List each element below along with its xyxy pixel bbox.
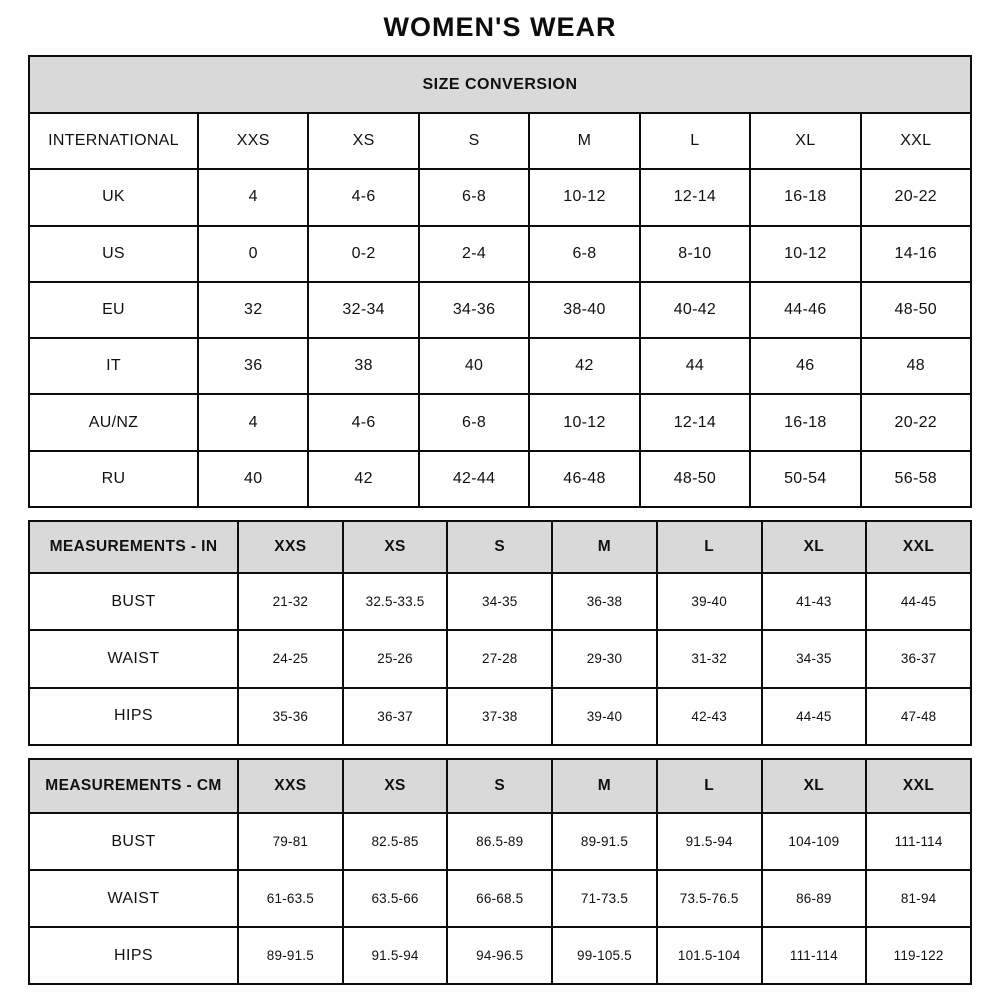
row-label: INTERNATIONAL [29, 113, 198, 169]
table-row [29, 759, 971, 813]
measurements-cm-table [28, 758, 972, 985]
table-cell: 25-26 [343, 630, 448, 687]
table-cell: 14-16 [861, 226, 971, 282]
table-cell: XXL [866, 521, 971, 573]
table-cell: 41-43 [762, 573, 867, 630]
table-row [29, 282, 971, 338]
table-cell: 4 [198, 394, 308, 450]
table-cell: XS [343, 759, 448, 813]
table-row [29, 226, 971, 282]
table-cell: 10-12 [750, 226, 860, 282]
row-label: HIPS [29, 927, 238, 984]
table-cell: 34-36 [419, 282, 529, 338]
row-label: WAIST [29, 870, 238, 927]
table-cell: 32 [198, 282, 308, 338]
table-cell: 0-2 [308, 226, 418, 282]
table-cell: 27-28 [447, 630, 552, 687]
table-cell: 12-14 [640, 169, 750, 225]
table-cell: XS [308, 113, 418, 169]
table-cell: 40-42 [640, 282, 750, 338]
table-row [29, 630, 971, 687]
table-cell: 104-109 [762, 813, 867, 870]
table-cell: 10-12 [529, 394, 639, 450]
row-label: UK [29, 169, 198, 225]
size-conversion-table [28, 55, 972, 508]
table-cell: S [419, 113, 529, 169]
table-row [29, 813, 971, 870]
section-header: SIZE CONVERSION [29, 56, 971, 113]
row-label: WAIST [29, 630, 238, 687]
table-cell: 82.5-85 [343, 813, 448, 870]
table-cell: XXL [866, 759, 971, 813]
table-cell: 6-8 [419, 169, 529, 225]
table-cell: S [447, 521, 552, 573]
table-cell: 48-50 [861, 282, 971, 338]
table-cell: 36-38 [552, 573, 657, 630]
table-cell: 86-89 [762, 870, 867, 927]
table-cell: 73.5-76.5 [657, 870, 762, 927]
table-cell: 119-122 [866, 927, 971, 984]
row-label: EU [29, 282, 198, 338]
table-cell: 86.5-89 [447, 813, 552, 870]
row-label: BUST [29, 813, 238, 870]
section-header: MEASUREMENTS - CM [29, 759, 238, 813]
table-cell: 111-114 [762, 927, 867, 984]
table-row [29, 573, 971, 630]
table-cell: 63.5-66 [343, 870, 448, 927]
table-cell: XL [762, 759, 867, 813]
table-cell: 61-63.5 [238, 870, 343, 927]
table-cell: 42-44 [419, 451, 529, 507]
table-cell: 39-40 [552, 688, 657, 745]
table-cell: 20-22 [861, 394, 971, 450]
table-cell: 47-48 [866, 688, 971, 745]
table-cell: XXL [861, 113, 971, 169]
table-cell: 31-32 [657, 630, 762, 687]
table-cell: 42 [308, 451, 418, 507]
table-row [29, 338, 971, 394]
table-cell: 4 [198, 169, 308, 225]
table-cell: 40 [198, 451, 308, 507]
table-cell: 44-45 [762, 688, 867, 745]
page-title: WOMEN'S WEAR [383, 12, 617, 42]
table-row [29, 688, 971, 745]
table-cell: 37-38 [447, 688, 552, 745]
row-label: AU/NZ [29, 394, 198, 450]
table-cell: 42 [529, 338, 639, 394]
table-cell: 89-91.5 [238, 927, 343, 984]
table-cell: L [657, 521, 762, 573]
table-cell: 10-12 [529, 169, 639, 225]
table-row [29, 56, 971, 113]
table-cell: 16-18 [750, 394, 860, 450]
table-cell: 12-14 [640, 394, 750, 450]
table-cell: XXS [238, 521, 343, 573]
table-cell: 40 [419, 338, 529, 394]
table-row [29, 451, 971, 507]
section-header: MEASUREMENTS - IN [29, 521, 238, 573]
table-cell: 36-37 [343, 688, 448, 745]
table-cell: 48-50 [640, 451, 750, 507]
table-cell: 94-96.5 [447, 927, 552, 984]
table-cell: 46-48 [529, 451, 639, 507]
table-cell: 71-73.5 [552, 870, 657, 927]
table-cell: M [529, 113, 639, 169]
table-cell: 29-30 [552, 630, 657, 687]
measurements-in-table [28, 520, 972, 746]
table-cell: XL [762, 521, 867, 573]
row-label: HIPS [29, 688, 238, 745]
table-row [29, 113, 971, 169]
table-cell: 8-10 [640, 226, 750, 282]
table-cell: 99-105.5 [552, 927, 657, 984]
table-cell: 16-18 [750, 169, 860, 225]
table-cell: 2-4 [419, 226, 529, 282]
table-cell: 0 [198, 226, 308, 282]
table-row [29, 169, 971, 225]
table-cell: 20-22 [861, 169, 971, 225]
table-cell: 21-32 [238, 573, 343, 630]
table-cell: 44-45 [866, 573, 971, 630]
table-cell: XL [750, 113, 860, 169]
table-cell: 39-40 [657, 573, 762, 630]
table-cell: 4-6 [308, 394, 418, 450]
table-cell: 32-34 [308, 282, 418, 338]
table-row [29, 870, 971, 927]
table-cell: 44-46 [750, 282, 860, 338]
table-cell: 46 [750, 338, 860, 394]
table-cell: 50-54 [750, 451, 860, 507]
table-cell: 32.5-33.5 [343, 573, 448, 630]
table-cell: 44 [640, 338, 750, 394]
table-cell: 79-81 [238, 813, 343, 870]
table-cell: 36-37 [866, 630, 971, 687]
table-cell: 42-43 [657, 688, 762, 745]
table-row [29, 521, 971, 573]
row-label: IT [29, 338, 198, 394]
table-cell: 89-91.5 [552, 813, 657, 870]
table-cell: 38-40 [529, 282, 639, 338]
table-cell: 81-94 [866, 870, 971, 927]
table-cell: XXS [238, 759, 343, 813]
table-cell: 4-6 [308, 169, 418, 225]
table-cell: M [552, 521, 657, 573]
table-cell: S [447, 759, 552, 813]
row-label: RU [29, 451, 198, 507]
table-row [29, 927, 971, 984]
table-cell: XS [343, 521, 448, 573]
table-cell: L [657, 759, 762, 813]
table-cell: 111-114 [866, 813, 971, 870]
table-row [29, 394, 971, 450]
table-cell: 38 [308, 338, 418, 394]
row-label: BUST [29, 573, 238, 630]
table-cell: 24-25 [238, 630, 343, 687]
table-cell: L [640, 113, 750, 169]
table-cell: 6-8 [529, 226, 639, 282]
table-cell: 48 [861, 338, 971, 394]
row-label: US [29, 226, 198, 282]
table-cell: 35-36 [238, 688, 343, 745]
table-cell: 101.5-104 [657, 927, 762, 984]
table-cell: 91.5-94 [343, 927, 448, 984]
table-cell: 34-35 [447, 573, 552, 630]
table-cell: 36 [198, 338, 308, 394]
table-cell: XXS [198, 113, 308, 169]
table-cell: 91.5-94 [657, 813, 762, 870]
table-cell: 56-58 [861, 451, 971, 507]
table-cell: 66-68.5 [447, 870, 552, 927]
table-cell: 34-35 [762, 630, 867, 687]
table-cell: 6-8 [419, 394, 529, 450]
table-cell: M [552, 759, 657, 813]
